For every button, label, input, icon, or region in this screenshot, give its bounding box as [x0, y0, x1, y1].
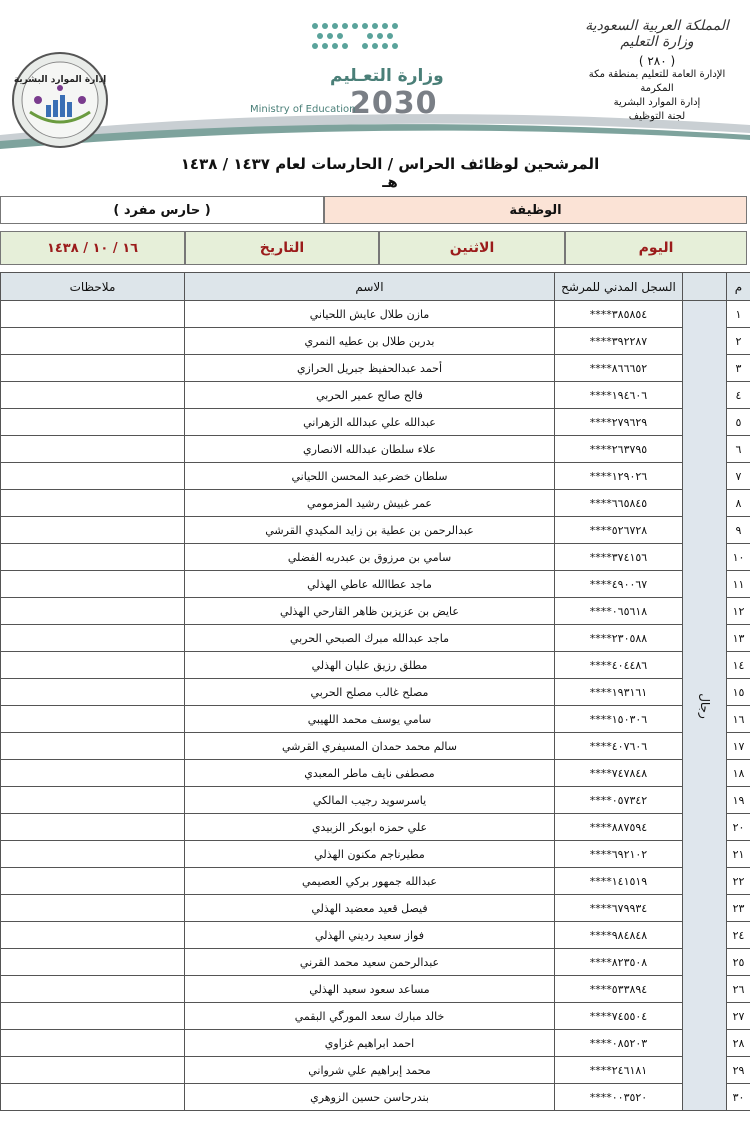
candidate-name-cell: مصطفى نايف ماطر المعبدي [185, 760, 555, 787]
document-number: ( ٢٨٠ ) [638, 54, 676, 68]
civil-id-cell: ****٢٤٦١٨١ [555, 1057, 683, 1084]
day-value-cell [379, 231, 565, 265]
row-number: ٢ [727, 328, 750, 355]
row-number: ١٨ [727, 760, 750, 787]
row-number: ١١ [727, 571, 750, 598]
table-row [1, 814, 750, 841]
table-row [1, 409, 750, 436]
day-date-row [0, 231, 750, 265]
civil-id-cell: ****٣٧٤١٥٦ [555, 544, 683, 571]
page-title: المرشحين لوظائف الحراس / الحارسات لعام ١٤٣٧ / ١٤٣٨ هـ [180, 155, 600, 191]
civil-id-cell: ****٦٩٢١٠٢ [555, 841, 683, 868]
row-number: ٦ [727, 436, 750, 463]
date-label: التاريخ [259, 240, 305, 256]
row-number: ١٧ [727, 733, 750, 760]
table-row [1, 382, 750, 409]
gender-group-cell [683, 301, 727, 1111]
government-header-block [572, 18, 742, 124]
table-row [1, 1084, 750, 1111]
candidate-name-cell: مازن طلال عايش اللحياني [185, 301, 555, 328]
row-number: ١٠ [727, 544, 750, 571]
row-number: ٢٠ [727, 814, 750, 841]
row-number: ٤ [727, 382, 750, 409]
date-value-cell [0, 231, 185, 265]
candidate-name-cell: سامي يوسف محمد اللهيبي [185, 706, 555, 733]
row-number: ١٩ [727, 787, 750, 814]
row-number: ٥ [727, 409, 750, 436]
notes-cell [1, 760, 185, 787]
civil-id-cell: ****٤٠٤٤٨٦ [555, 652, 683, 679]
candidate-name-cell: علاء سلطان عبدالله الانصاري [185, 436, 555, 463]
row-number: ١٣ [727, 625, 750, 652]
header-name: الاسم [185, 273, 555, 301]
candidate-name-cell: مصلح غالب مصلح الحربي [185, 679, 555, 706]
civil-id-cell: ****٨٢٣٥٠٨ [555, 949, 683, 976]
civil-id-cell: ****٧٤٥٥٠٤ [555, 1003, 683, 1030]
ministry-calligraphy: وزارة التعليم [620, 34, 694, 50]
notes-cell [1, 976, 185, 1003]
notes-cell [1, 868, 185, 895]
table-row [1, 922, 750, 949]
civil-id-cell: ****١٢٩٠٢٦ [555, 463, 683, 490]
candidate-name-cell: عبدالرحمن بن عطية بن زايد المكيدي القرشي [185, 517, 555, 544]
table-row [1, 1030, 750, 1057]
notes-cell [1, 409, 185, 436]
notes-cell [1, 841, 185, 868]
table-row [1, 436, 750, 463]
notes-cell [1, 733, 185, 760]
header-line-3: لجنة التوظيف [628, 111, 686, 122]
vision-2030-mark: 2030 [350, 86, 438, 121]
notes-cell [1, 1057, 185, 1084]
notes-cell [1, 517, 185, 544]
table-header-row [1, 273, 750, 301]
table-row [1, 760, 750, 787]
notes-cell [1, 355, 185, 382]
civil-id-cell: ****٠٥٧٣٤٢ [555, 787, 683, 814]
table-row [1, 625, 750, 652]
notes-cell [1, 787, 185, 814]
table-row [1, 301, 750, 328]
notes-cell [1, 436, 185, 463]
candidate-name-cell: فالح صالح عمير الحربي [185, 382, 555, 409]
row-number: ١٦ [727, 706, 750, 733]
notes-cell [1, 1003, 185, 1030]
date-label-cell [185, 231, 379, 265]
table-row [1, 895, 750, 922]
row-number: ٧ [727, 463, 750, 490]
candidate-name-cell: احمد ابراهيم غزاوي [185, 1030, 555, 1057]
table-row [1, 1057, 750, 1084]
candidate-name-cell: مساعد سعود سعيد الهذلي [185, 976, 555, 1003]
civil-id-cell: ****٨٨٧٥٩٤ [555, 814, 683, 841]
table-row [1, 1003, 750, 1030]
row-number: ٢١ [727, 841, 750, 868]
candidate-name-cell: عبدالرحمن سعيد محمد القرني [185, 949, 555, 976]
row-number: ٢٦ [727, 976, 750, 1003]
header-line-2: إدارة الموارد البشرية [613, 97, 701, 108]
notes-cell [1, 652, 185, 679]
table-row [1, 679, 750, 706]
row-number: ٢٩ [727, 1057, 750, 1084]
table-row [1, 328, 750, 355]
civil-id-cell: ****٣٨٥٨٥٤ [555, 301, 683, 328]
row-number: ٣ [727, 355, 750, 382]
table-row [1, 544, 750, 571]
notes-cell [1, 679, 185, 706]
candidate-name-cell: محمد إبراهيم علي شرواني [185, 1057, 555, 1084]
row-number: ١٤ [727, 652, 750, 679]
candidate-name-cell: سلطان خضرعبد المحسن اللحياني [185, 463, 555, 490]
table-row [1, 706, 750, 733]
svg-text:إدارة الموارد البشرية: إدارة الموارد البشرية [13, 75, 107, 85]
notes-cell [1, 895, 185, 922]
candidate-name-cell: سامي بن مرزوق بن عبدربه الفضلي [185, 544, 555, 571]
civil-id-cell: ****٢٧٩٦٢٩ [555, 409, 683, 436]
moe-arabic-name: وزارة التعـليم [330, 66, 444, 86]
candidate-name-cell: مطلق رزيق عليان الهذلي [185, 652, 555, 679]
civil-id-cell: ****١٩٤٦٠٦ [555, 382, 683, 409]
table-row [1, 733, 750, 760]
civil-id-cell: ****٢٦٣٧٩٥ [555, 436, 683, 463]
civil-id-cell: ****٣٩٢٢٨٧ [555, 328, 683, 355]
row-number: ٩ [727, 517, 750, 544]
candidate-name-cell: علي حمزه ابوبكر الزبيدي [185, 814, 555, 841]
notes-cell [1, 571, 185, 598]
table-row [1, 787, 750, 814]
table-row [1, 571, 750, 598]
civil-id-cell: ****٠٦٥٦١٨ [555, 598, 683, 625]
row-number: ٢٤ [727, 922, 750, 949]
moe-dots-icon [305, 18, 405, 58]
candidate-name-cell: أحمد عبدالحفيظ جبريل الحرازي [185, 355, 555, 382]
document-header [0, 0, 750, 150]
hr-department-logo [10, 50, 110, 150]
table-row [1, 517, 750, 544]
table-row [1, 949, 750, 976]
candidate-name-cell: مطيرناجم مكنون الهذلي [185, 841, 555, 868]
candidate-name-cell: ماجد عبدالله مبرك الصبحي الحربي [185, 625, 555, 652]
table-row [1, 868, 750, 895]
candidate-name-cell: ياسرسويد رجيب المالكي [185, 787, 555, 814]
civil-id-cell: ****٥٣٣٨٩٤ [555, 976, 683, 1003]
candidate-name-cell: عبدالله جمهور بركي العصيمي [185, 868, 555, 895]
civil-id-cell: ****٤٠٧٦٠٦ [555, 733, 683, 760]
civil-id-cell: ****٢٣٠٥٨٨ [555, 625, 683, 652]
candidate-name-cell: بدربن طلال بن عطيه النمري [185, 328, 555, 355]
header-id: السجل المدني للمرشح [555, 273, 683, 301]
candidate-name-cell: ماجد عطاالله عاطي الهذلي [185, 571, 555, 598]
job-row [0, 196, 750, 224]
civil-id-cell: ****٥٢٦٧٢٨ [555, 517, 683, 544]
row-number: ٢٨ [727, 1030, 750, 1057]
notes-cell [1, 544, 185, 571]
row-number: ٨ [727, 490, 750, 517]
row-number: ٢٣ [727, 895, 750, 922]
candidate-name-cell: سالم محمد حمدان المسيفري القرشي [185, 733, 555, 760]
notes-cell [1, 814, 185, 841]
civil-id-cell: ****٨٦٦٦٥٢ [555, 355, 683, 382]
candidate-name-cell: فيصل قعيد معضيد الهذلي [185, 895, 555, 922]
notes-cell [1, 949, 185, 976]
row-number: ١٢ [727, 598, 750, 625]
header-line-1: الإدارة العامة للتعليم بمنطقة مكة المكرمة [588, 69, 726, 94]
candidate-name-cell: بندرحاسن حسين الزوهري [185, 1084, 555, 1111]
civil-id-cell: ****٤٩٠٠٦٧ [555, 571, 683, 598]
civil-id-cell: ****١٤١٥١٩ [555, 868, 683, 895]
header-num: م [727, 273, 750, 301]
civil-id-cell: ****٦٧٩٩٣٤ [555, 895, 683, 922]
row-number: ١٥ [727, 679, 750, 706]
candidate-name-cell: عايض بن عزيزبن ظاهر القارحي الهذلي [185, 598, 555, 625]
date-value: ١٦ / ١٠ / ١٤٣٨ [46, 240, 139, 256]
row-number: ١ [727, 301, 750, 328]
civil-id-cell: ****٠٨٥٢٠٣ [555, 1030, 683, 1057]
day-value: الاثنين [449, 240, 495, 256]
kingdom-title: المملكة العربية السعودية [585, 18, 729, 34]
civil-id-cell: ****١٩٣١٦١ [555, 679, 683, 706]
candidates-table [0, 272, 750, 1111]
moe-english-name: Ministry of Education [250, 104, 356, 115]
civil-id-cell: ****٩٨٤٨٤٨ [555, 922, 683, 949]
notes-cell [1, 382, 185, 409]
civil-id-cell: ****٠٠٣٥٢٠ [555, 1084, 683, 1111]
ministry-of-education-logo [250, 18, 450, 121]
row-number: ٢٥ [727, 949, 750, 976]
civil-id-cell: ****٧٤٧٨٤٨ [555, 760, 683, 787]
row-number: ٢٢ [727, 868, 750, 895]
civil-id-cell: ****٦٦٥٨٤٥ [555, 490, 683, 517]
candidate-name-cell: فواز سعيد رديني الهذلي [185, 922, 555, 949]
table-row [1, 652, 750, 679]
notes-cell [1, 625, 185, 652]
candidate-name-cell: خالد مبارك سعد المورگي البقمي [185, 1003, 555, 1030]
table-row [1, 355, 750, 382]
table-body [1, 301, 750, 1111]
job-label-cell [324, 196, 747, 224]
table-row [1, 463, 750, 490]
table-row [1, 976, 750, 1003]
table-row [1, 490, 750, 517]
gender-group-label: رجال [697, 692, 712, 719]
job-value: ( حارس مفرد ) [113, 202, 211, 218]
civil-id-cell: ****١٥٠٣٠٦ [555, 706, 683, 733]
row-number: ٢٧ [727, 1003, 750, 1030]
notes-cell [1, 328, 185, 355]
day-label: اليوم [638, 240, 674, 256]
notes-cell [1, 1030, 185, 1057]
notes-cell [1, 1084, 185, 1111]
table-row [1, 598, 750, 625]
table-row [1, 841, 750, 868]
row-number: ٣٠ [727, 1084, 750, 1111]
notes-cell [1, 463, 185, 490]
notes-cell [1, 301, 185, 328]
day-label-cell [565, 231, 747, 265]
job-label: الوظيفة [509, 202, 562, 218]
notes-cell [1, 598, 185, 625]
job-value-cell [0, 196, 324, 224]
notes-cell [1, 922, 185, 949]
notes-cell [1, 706, 185, 733]
candidate-name-cell: عبدالله علي عبدالله الزهراني [185, 409, 555, 436]
header-side [683, 273, 727, 301]
candidate-name-cell: عمر غبيش رشيد المزمومي [185, 490, 555, 517]
header-notes: ملاحظات [1, 273, 185, 301]
notes-cell [1, 490, 185, 517]
